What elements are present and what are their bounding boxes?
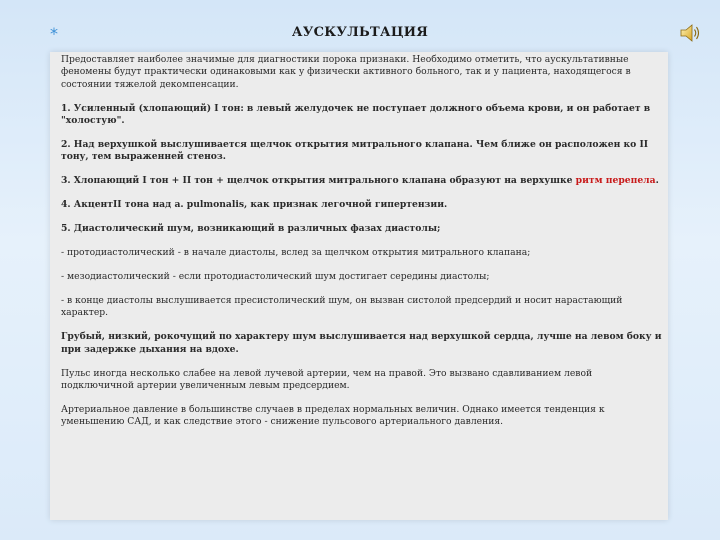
paragraph-intro: Предоставляет наиболее значимые для диагностики порока признаки. Необходимо отметить, что аускультативные феномены будут практически одинаковыми как у физически активного больного, так и у пациента, находящегося в состоянии тяжелой декомпенсации. — [61, 54, 631, 90]
quail-rhythm-text: 3. Хлопающий I тон + II тон + щелчок открытия митрального клапана образуют на верхушке — [61, 175, 576, 187]
paragraph-diastolic-murmur: 5. Диастолический шум, возникающий в различных фазах диастолы; — [61, 223, 441, 235]
paragraph-blood-pressure: Артериальное давление в большинстве случаев в пределах нормальных величин. Однако имеется тенденция к уменьшению САД, и как следствие этого - снижение пульсового артериального давления. — [61, 403, 605, 428]
speaker-icon[interactable] — [678, 22, 702, 44]
quail-rhythm-end: . — [655, 175, 659, 187]
paragraph-second-tone-accent: 4. АкцентII тона над a. pulmonalis, как признак легочной гипертензии. — [61, 199, 448, 211]
paragraph-opening-snap: 2. Над верхушкой выслушивается щелчок открытия митрального клапана. Чем ближе он расположен ко II тону, тем выраженней стеноз. — [61, 139, 649, 163]
paragraph-rough-murmur: Грубый, низкий, рокочущий по характеру шум выслушивается над верхушкой сердца, лучше на левом боку и при задержке дыхания на вдохе. — [61, 331, 662, 355]
slide-body — [61, 54, 665, 440]
paragraph-first-tone: 1. Усиленный (хлопающий) I тон: в левый желудочек не поступает должного объема крови, и он работает в "холостую". — [61, 102, 651, 127]
paragraph-pulse: Пульс иногда несколько слабее на левой лучевой артерии, чем на правой. Это вызвано сдавливанием левой подключичной артерии увеличенным левым предсердием. — [61, 367, 593, 391]
title-bullet: * — [50, 24, 58, 43]
slide-title: АУСКУЛЬТАЦИЯ — [291, 25, 429, 40]
quail-rhythm-highlight: ритм перепела — [575, 175, 656, 187]
paragraph-quail-rhythm — [61, 175, 665, 187]
paragraph-protodiastolic: - протодиастолический - в начале диастолы, вслед за щелчком открытия митрального клапана; — [61, 247, 531, 259]
paragraph-presystolic: - в конце диастолы выслушивается пресистолический шум, он вызван систолой предсердий и носит нарастающий характер. — [61, 294, 623, 319]
paragraph-mesodiastolic: - мезодиастолический - если протодиастолический шум достигает середины диастолы; — [61, 270, 490, 282]
